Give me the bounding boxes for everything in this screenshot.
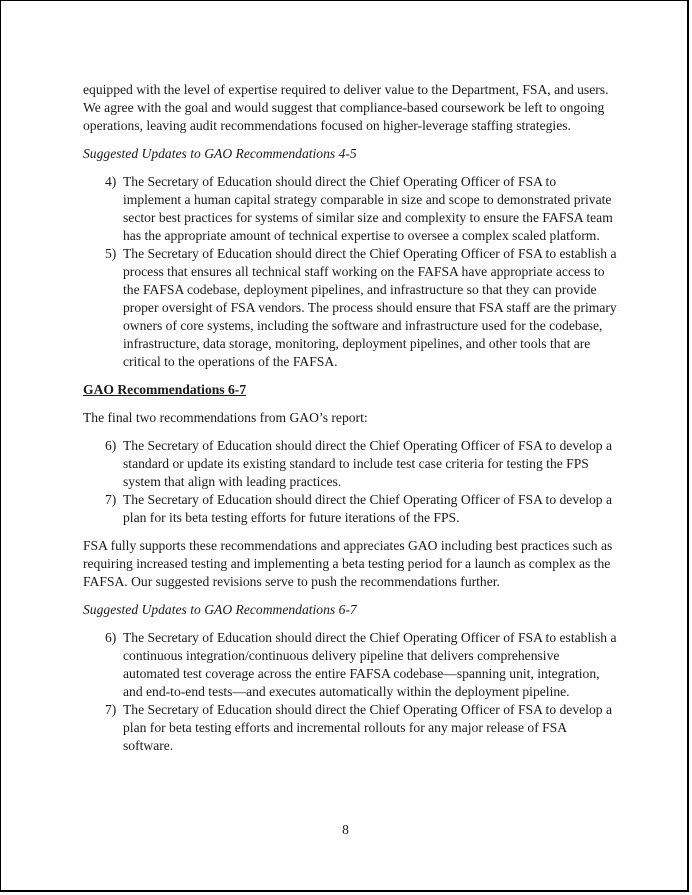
section-heading-gao-6-7: GAO Recommendations 6-7 bbox=[83, 382, 247, 397]
list-item bbox=[83, 245, 617, 371]
recommendation-list-suggested-4-5 bbox=[83, 173, 617, 371]
list-item-number: 4) bbox=[105, 174, 117, 189]
list-item-number: 5) bbox=[105, 246, 117, 261]
list-item-text: The Secretary of Education should direct the Chief Operating Officer of FSA to implement a human capital strategy comparable in size and scope to demonstrated private sector best practices for systems of similar size and complexity to ensure the FAFSA team has the appropriate amount of technical expertise to oversee a complex scaled platform. bbox=[123, 174, 613, 243]
section-intro: The final two recommendations from GAO’s report: bbox=[83, 410, 368, 425]
page-number: 8 bbox=[342, 822, 349, 837]
section-heading-suggested-6-7: Suggested Updates to GAO Recommendations 6-7 bbox=[83, 602, 357, 617]
list-item bbox=[83, 437, 617, 491]
list-item-text: The Secretary of Education should direct the Chief Operating Officer of FSA to establish a continuous integration/continuous delivery pipeline that delivers comprehensive automated test coverage across the entire FAFSA codebase—spanning unit, integration, and end-to-end tests—and executes automatically within the deployment pipeline. bbox=[123, 630, 617, 699]
list-item bbox=[83, 701, 617, 755]
page-content bbox=[83, 81, 617, 765]
list-item-number: 7) bbox=[105, 492, 117, 507]
intro-paragraph: equipped with the level of expertise required to deliver value to the Department, FSA, and users. We agree with the goal and would suggest that compliance-based coursework be left to ongoing operations, leaving audit recommendations focused on higher-leverage staffing strategies. bbox=[83, 82, 609, 133]
list-item-text: The Secretary of Education should direct the Chief Operating Officer of FSA to establish a process that ensures all technical staff working on the FAFSA have appropriate access to the FAFSA codebase, deployment pipelines, and infrastructure so that they can provide proper oversight of FSA vendors. The process should ensure that FSA staff are the primary owners of core systems, including the software and infrastructure used for the codebase, infrastructure, data storage, monitoring, deployment pipelines, and other tools that are critical to the operations of the FAFSA. bbox=[123, 246, 617, 369]
recommendation-list-suggested-6-7 bbox=[83, 629, 617, 755]
section-heading-suggested-4-5: Suggested Updates to GAO Recommendations 4-5 bbox=[83, 146, 357, 161]
list-item bbox=[83, 491, 617, 527]
recommendation-list-gao-6-7 bbox=[83, 437, 617, 527]
list-item-number: 6) bbox=[105, 438, 117, 453]
list-item bbox=[83, 173, 617, 245]
response-paragraph: FSA fully supports these recommendations and appreciates GAO including best practices such as requiring increased testing and implementing a beta testing period for a launch as complex as the FAFSA. Our suggested revisions serve to push the recommendations further. bbox=[83, 538, 613, 589]
list-item bbox=[83, 629, 617, 701]
list-item-text: The Secretary of Education should direct the Chief Operating Officer of FSA to develop a standard or update its existing standard to include test case criteria for testing the FPS system that align with leading practices. bbox=[123, 438, 612, 489]
list-item-text: The Secretary of Education should direct the Chief Operating Officer of FSA to develop a plan for its beta testing efforts for future iterations of the FPS. bbox=[123, 492, 612, 525]
list-item-text: The Secretary of Education should direct the Chief Operating Officer of FSA to develop a plan for beta testing efforts and incremental rollouts for any major release of FSA software. bbox=[123, 702, 612, 753]
list-item-number: 6) bbox=[105, 630, 117, 645]
list-item-number: 7) bbox=[105, 702, 117, 717]
